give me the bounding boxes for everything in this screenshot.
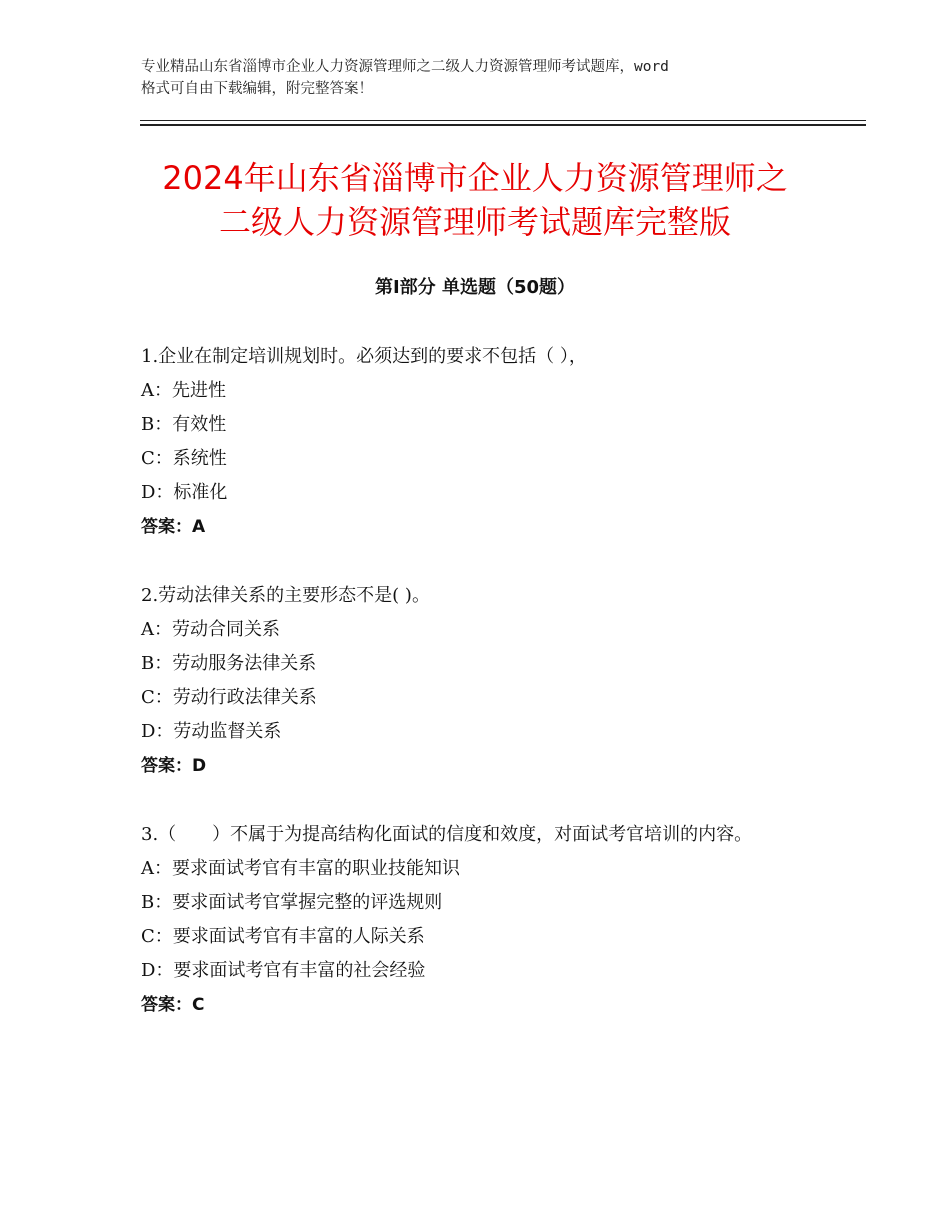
- option-a: A：先进性: [141, 380, 226, 401]
- document-title-line-1: 2024年山东省淄博市企业人力资源管理师之: [162, 159, 788, 197]
- question-stem: 1.企业在制定培训规划时。必须达到的要求不包括（ ），: [141, 346, 587, 367]
- document-title: [100, 156, 850, 244]
- option-c: C：劳动行政法律关系: [141, 687, 317, 708]
- section-heading: 第Ⅰ部分 单选题（50题）: [374, 277, 575, 298]
- answer-label: 答案：D: [141, 756, 207, 776]
- option-b: B：有效性: [141, 414, 227, 435]
- option-d: D：要求面试考官有丰富的社会经验: [141, 960, 426, 981]
- header-note-line-2: 格式可自由下载编辑，附完整答案！: [141, 81, 373, 97]
- answer-label: 答案：A: [141, 517, 206, 537]
- option-b: B：劳动服务法律关系: [141, 653, 317, 674]
- question-3: [141, 818, 801, 1022]
- option-a: A：劳动合同关系: [141, 619, 280, 640]
- question-1: [141, 340, 821, 544]
- option-c: C：系统性: [141, 448, 227, 469]
- header-divider-thick: [140, 124, 866, 126]
- option-d: D：标准化: [141, 482, 228, 503]
- question-2: [141, 579, 821, 783]
- option-d: D：劳动监督关系: [141, 721, 282, 742]
- answer-label: 答案：C: [141, 995, 205, 1015]
- header-note: [141, 56, 841, 100]
- option-a: A：要求面试考官有丰富的职业技能知识: [141, 858, 460, 879]
- option-c: C：要求面试考官有丰富的人际关系: [141, 926, 425, 947]
- header-divider-thin: [140, 120, 866, 121]
- question-stem: 2.劳动法律关系的主要形态不是( )。: [141, 585, 430, 606]
- document-title-line-2: 二级人力资源管理师考试题库完整版: [218, 203, 731, 241]
- question-stem: 3.（ ）不属于为提高结构化面试的信度和效度，对面试考官培训的内容。: [141, 824, 753, 845]
- option-b: B：要求面试考官掌握完整的评选规则: [141, 892, 443, 913]
- header-note-line-1: 专业精品山东省淄博市企业人力资源管理师之二级人力资源管理师考试题库，word: [141, 59, 669, 75]
